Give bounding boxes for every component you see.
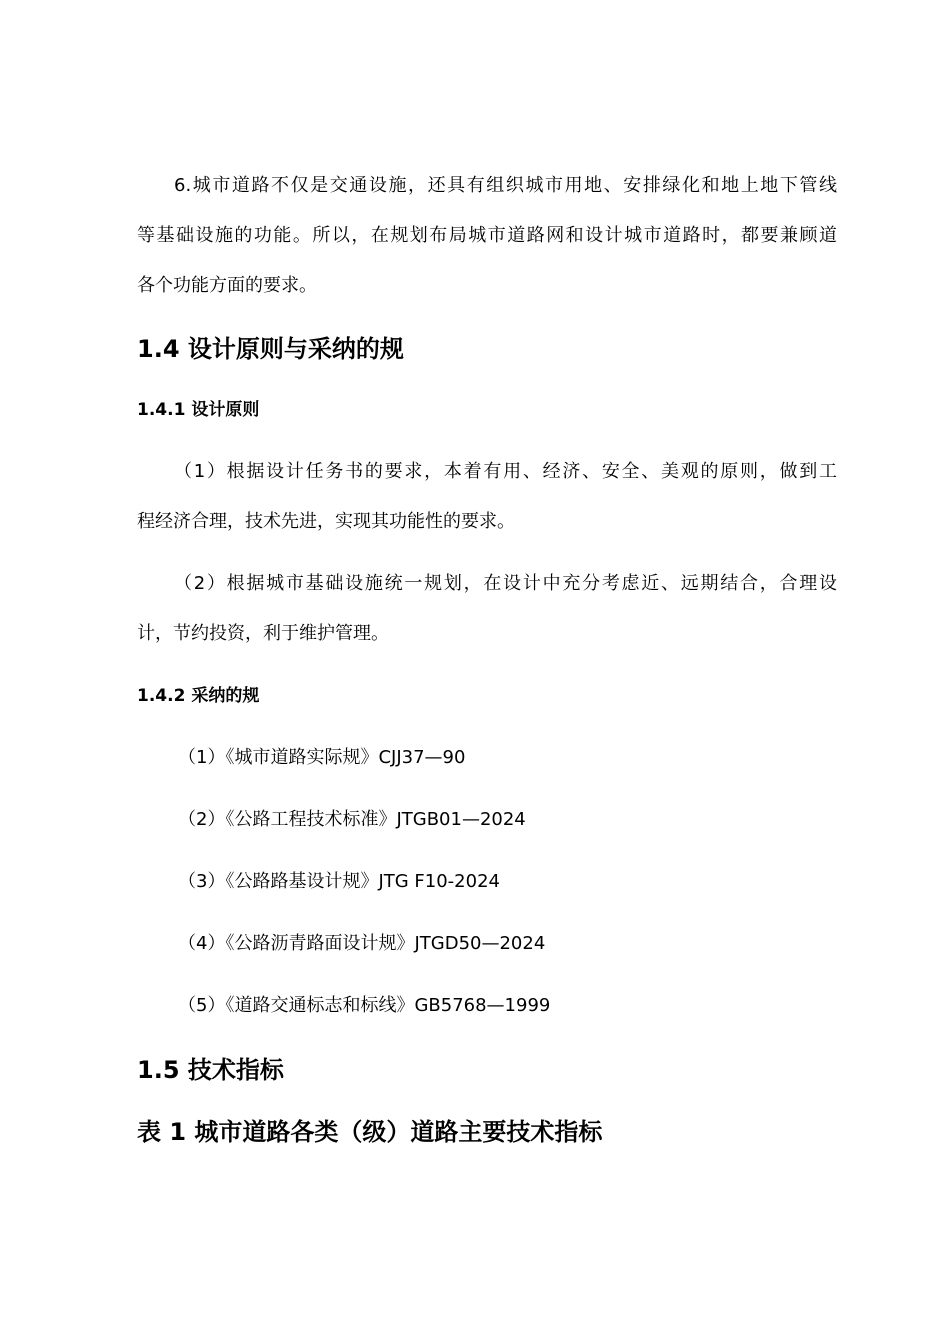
principle-paragraph-2-line-2: 计，节约投资，利于维护管理。 xyxy=(137,623,389,644)
principle-paragraph-1-line-2: 程经济合理，技术先进，实现其功能性的要求。 xyxy=(137,511,515,532)
standard-list-item: （3）《公路路基设计规》JTG F10-2024 xyxy=(178,871,500,892)
table-caption: 表 1 城市道路各类（级）道路主要技术指标 xyxy=(137,1118,603,1146)
section-heading-1-4: 1.4 设计原则与采纳的规 xyxy=(137,335,404,363)
intro-paragraph-line-3: 各个功能方面的要求。 xyxy=(137,275,317,296)
standard-list-item: （1）《城市道路实际规》CJJ37—90 xyxy=(178,747,466,768)
standard-list-item: （2）《公路工程技术标准》JTGB01—2024 xyxy=(178,809,526,830)
standard-list-item: （4）《公路沥青路面设计规》JTGD50—2024 xyxy=(178,933,546,954)
subsection-heading-1-4-1: 1.4.1 设计原则 xyxy=(137,400,260,420)
section-heading-1-5: 1.5 技术指标 xyxy=(137,1056,284,1084)
principle-paragraph-1-line-1: （1）根据设计任务书的要求，本着有用、经济、安全、美观的原则，做到工 xyxy=(174,461,837,482)
subsection-heading-1-4-2: 1.4.2 采纳的规 xyxy=(137,686,260,706)
standard-list-item: （5）《道路交通标志和标线》GB5768—1999 xyxy=(178,995,551,1016)
intro-paragraph-line-2: 等基础设施的功能。所以，在规划布局城市道路网和设计城市道路时，都要兼顾道 xyxy=(137,225,837,246)
intro-paragraph-line-1: 6.城市道路不仅是交通设施，还具有组织城市用地、安排绿化和地上地下管线 xyxy=(174,175,837,196)
principle-paragraph-2-line-1: （2）根据城市基础设施统一规划，在设计中充分考虑近、远期结合，合理设 xyxy=(174,573,837,594)
